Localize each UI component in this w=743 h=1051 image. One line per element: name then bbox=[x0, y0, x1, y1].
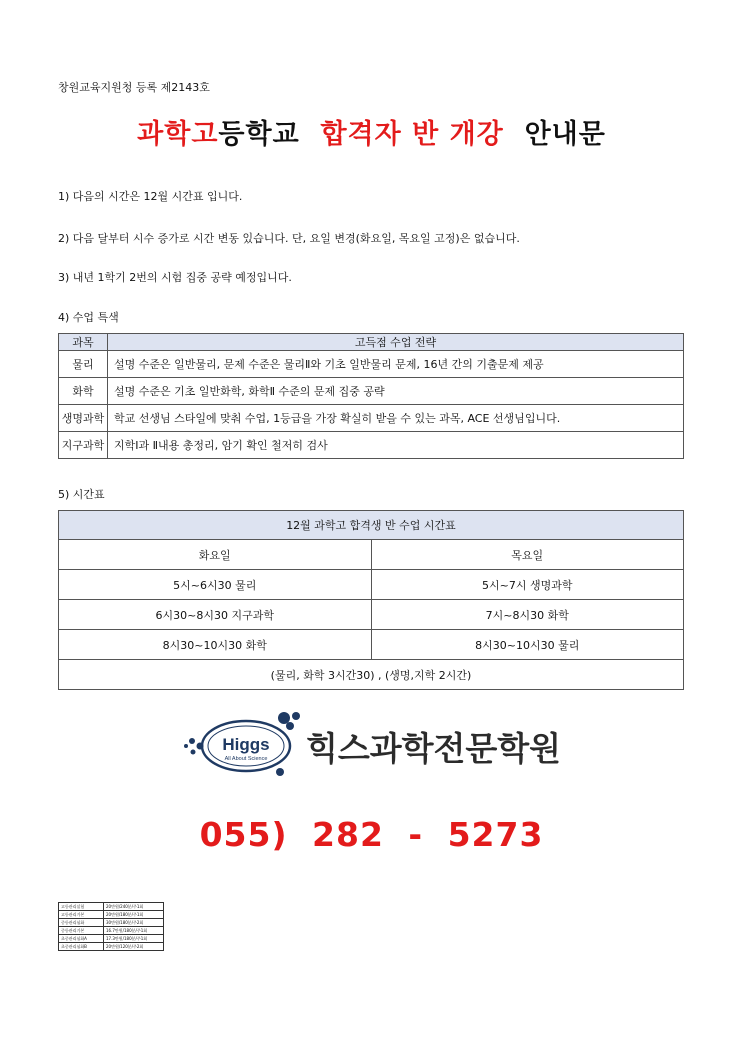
table-row bbox=[59, 570, 684, 600]
schedule-footer: (물리, 화학 3시간30) , (생명,지학 2시간) bbox=[59, 660, 684, 690]
fee-price: 16.7만원/180분/주1회 bbox=[104, 927, 164, 935]
schedule-cell: 5시~6시30 물리 bbox=[59, 570, 372, 600]
notice-3: 3) 내년 1학기 2번의 시험 집중 공략 예정입니다. bbox=[58, 271, 292, 284]
subject-cell: 지구과학 bbox=[59, 432, 108, 459]
fee-name: 중등관리기본 bbox=[59, 927, 104, 935]
table-row bbox=[59, 927, 164, 935]
logo-atom bbox=[276, 768, 284, 776]
fee-price: 30만원/180분/주2회 bbox=[104, 919, 164, 927]
schedule-cell: 6시30~8시30 지구과학 bbox=[59, 600, 372, 630]
table-row bbox=[59, 600, 684, 630]
title-part-school: 등학교 bbox=[218, 119, 300, 150]
schedule-cell: 8시30~10시30 화학 bbox=[59, 630, 372, 660]
logo-tagline: All About Science bbox=[224, 756, 268, 762]
features-header-strategy: 고득점 수업 전략 bbox=[108, 334, 684, 351]
day-thursday: 목요일 bbox=[371, 540, 684, 570]
fee-name: 초중관리심화B bbox=[59, 943, 104, 951]
schedule-title: 12월 과학고 합격생 반 수업 시간표 bbox=[59, 511, 684, 540]
features-table bbox=[58, 333, 684, 459]
table-row bbox=[59, 630, 684, 660]
fee-table bbox=[58, 902, 164, 951]
logo-dot bbox=[184, 744, 188, 748]
strategy-cell: 지학Ⅰ과 Ⅱ내용 총정리, 암기 확인 철저히 검사 bbox=[108, 432, 684, 459]
logo-dot bbox=[191, 750, 196, 755]
subject-cell: 화학 bbox=[59, 378, 108, 405]
table-row bbox=[59, 919, 164, 927]
logo-atom bbox=[286, 722, 294, 730]
fee-name: 고등관리기본 bbox=[59, 911, 104, 919]
fee-name: 중등관리심화 bbox=[59, 919, 104, 927]
table-row bbox=[59, 903, 164, 911]
registration-number: 창원교육지원청 등록 제2143호 bbox=[58, 81, 210, 94]
notice-1: 1) 다음의 시간은 12월 시간표 입니다. bbox=[58, 190, 243, 203]
table-row bbox=[59, 432, 684, 459]
schedule-cell: 5시~7시 생명과학 bbox=[371, 570, 684, 600]
schedule-table bbox=[58, 510, 684, 690]
schedule-day-row bbox=[59, 540, 684, 570]
title-part-class: 합격자 반 개강 bbox=[320, 119, 504, 150]
schedule-cell: 7시~8시30 화학 bbox=[371, 600, 684, 630]
features-header-subject: 과목 bbox=[59, 334, 108, 351]
academy-logo bbox=[178, 708, 618, 780]
academy-name: 힉스과학전문학원 bbox=[306, 729, 562, 768]
fee-price: 20만원/180분/주1회 bbox=[104, 911, 164, 919]
logo-dot bbox=[189, 738, 195, 744]
title-part-notice: 안내문 bbox=[524, 119, 606, 150]
strategy-cell: 설명 수준은 일반물리, 문제 수준은 물리Ⅱ와 기초 일반물리 문제, 16년 간의 기출문제 제공 bbox=[108, 351, 684, 378]
fee-name: 고등관리실험 bbox=[59, 903, 104, 911]
table-row bbox=[59, 935, 164, 943]
fee-price: 20만원/120분/주2회 bbox=[104, 943, 164, 951]
table-row bbox=[59, 943, 164, 951]
table-row bbox=[59, 405, 684, 432]
phone-number: 055) 282 - 5273 bbox=[199, 815, 544, 854]
logo-atom bbox=[292, 712, 300, 720]
strategy-cell: 학교 선생님 스타일에 맞춰 수업, 1등급을 가장 확실히 받을 수 있는 과목, ACE 선생님입니다. bbox=[108, 405, 684, 432]
fee-price: 20만원/240분/주1회 bbox=[104, 903, 164, 911]
page-title bbox=[0, 112, 743, 151]
table-row bbox=[59, 351, 684, 378]
day-tuesday: 화요일 bbox=[59, 540, 372, 570]
table-row bbox=[59, 378, 684, 405]
schedule-label: 5) 시간표 bbox=[58, 488, 105, 501]
logo-badge-text: Higgs bbox=[222, 735, 270, 754]
features-header-row bbox=[59, 334, 684, 351]
title-part-science: 과학고 bbox=[137, 119, 219, 150]
notice-4: 4) 수업 특색 bbox=[58, 311, 119, 324]
logo-atom bbox=[278, 712, 290, 724]
notice-2: 2) 다음 달부터 시수 증가로 시간 변동 있습니다. 단, 요일 변경(화요일, 목요일 고정)은 없습니다. bbox=[58, 232, 520, 245]
fee-price: 17.3만원/180분/주1회 bbox=[104, 935, 164, 943]
subject-cell: 물리 bbox=[59, 351, 108, 378]
table-row bbox=[59, 911, 164, 919]
schedule-cell: 8시30~10시30 물리 bbox=[371, 630, 684, 660]
strategy-cell: 설명 수준은 기초 일반화학, 화학Ⅱ 수준의 문제 집중 공략 bbox=[108, 378, 684, 405]
fee-name: 초중관리심화A bbox=[59, 935, 104, 943]
subject-cell: 생명과학 bbox=[59, 405, 108, 432]
